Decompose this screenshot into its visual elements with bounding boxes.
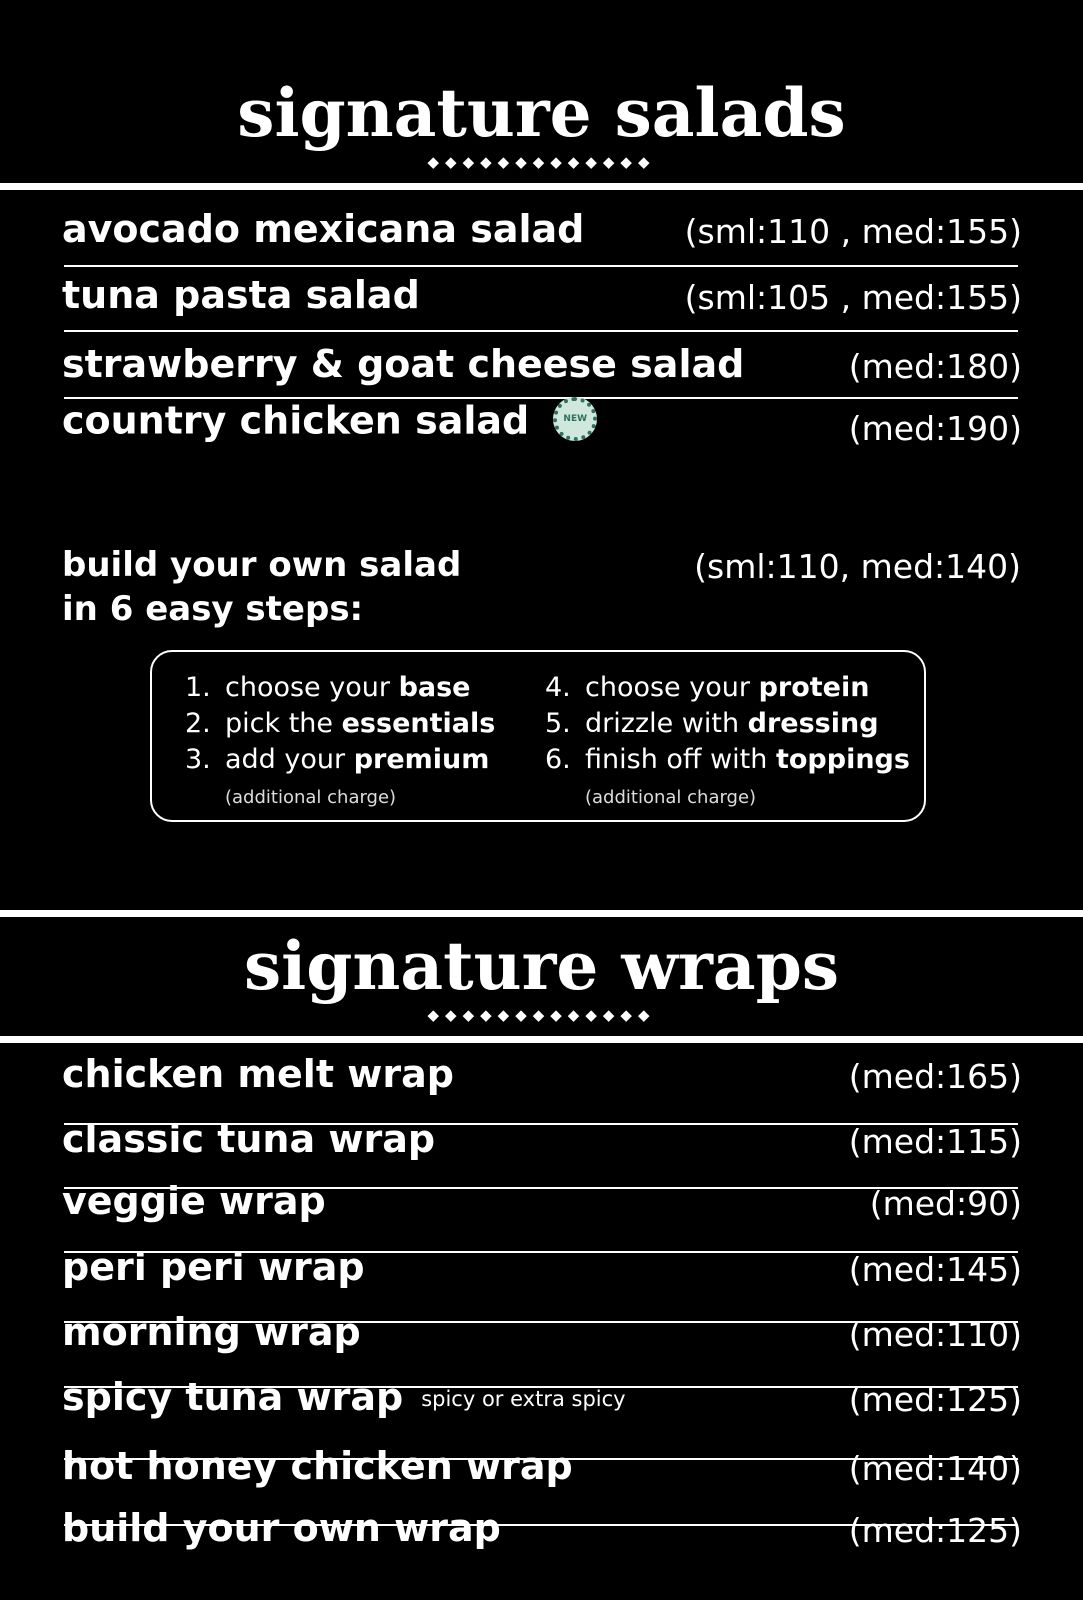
wrap-row-morning — [62, 1303, 1022, 1363]
wraps-title: signature wraps — [244, 927, 839, 1005]
step-6: 6. finish off with toppings — [545, 744, 910, 775]
item-name: build your own wrap — [62, 1506, 501, 1550]
salad-row-tuna-pasta — [62, 266, 1022, 326]
item-name: hot honey chicken wrap — [62, 1444, 573, 1488]
step-3: 3. add your premium — [185, 744, 490, 775]
step-3-note: (additional charge) — [225, 787, 397, 808]
build-heading-line1: build your own salad — [62, 545, 462, 585]
salad-row-country-chicken — [62, 397, 1022, 457]
build-heading-line2: in 6 easy steps: — [62, 589, 364, 629]
item-name: morning wrap — [62, 1310, 361, 1354]
wrap-row-hot-honey — [62, 1437, 1022, 1497]
new-badge-icon: NEW — [553, 397, 597, 441]
build-your-own-salad-price: (sml:110, med:140) — [694, 547, 1021, 586]
wrap-row-spicy-tuna — [62, 1368, 1022, 1428]
item-price: (med:125) — [848, 1511, 1022, 1550]
item-price: (sml:105 , med:155) — [684, 278, 1022, 317]
item-price: (med:180) — [848, 347, 1022, 386]
salad-steps-box — [150, 650, 926, 822]
item-price: (sml:110 , med:155) — [684, 212, 1022, 251]
item-price: (med:125) — [848, 1380, 1022, 1419]
item-price: (med:145) — [848, 1250, 1022, 1289]
steps-right-column — [545, 670, 910, 818]
wrap-row-peri-peri — [62, 1238, 1022, 1298]
step-6-note: (additional charge) — [585, 787, 757, 808]
wraps-divider-dots: ◆◆◆◆◆◆◆◆◆◆◆◆◆ — [427, 1006, 656, 1024]
wrap-row-build-your-own — [62, 1499, 1022, 1559]
steps-left-column — [185, 670, 495, 818]
step-1: 1. choose your base — [185, 672, 471, 703]
wraps-header-rule — [0, 1036, 1083, 1043]
item-price: (med:190) — [848, 409, 1022, 448]
step-4: 4. choose your protein — [545, 672, 870, 703]
item-name: classic tuna wrap — [62, 1117, 436, 1161]
salad-row-avocado — [62, 200, 1022, 260]
item-name: spicy tuna wrap spicy or extra spicy — [62, 1375, 626, 1419]
item-name: chicken melt wrap — [62, 1052, 454, 1096]
step-2: 2. pick the essentials — [185, 708, 496, 739]
salads-title: signature salads — [237, 74, 846, 152]
item-price: (med:140) — [848, 1449, 1022, 1488]
item-price: (med:90) — [869, 1184, 1022, 1223]
step-5: 5. drizzle with dressing — [545, 708, 879, 739]
item-name: country chicken salad NEW — [62, 401, 597, 445]
item-name: peri peri wrap — [62, 1245, 365, 1289]
salad-row-strawberry — [62, 335, 1022, 395]
item-note: spicy or extra spicy — [421, 1387, 626, 1411]
wrap-row-chicken-melt — [62, 1045, 1022, 1105]
item-name: avocado mexicana salad — [62, 207, 585, 251]
item-price: (med:165) — [848, 1057, 1022, 1096]
item-name: veggie wrap — [62, 1179, 326, 1223]
wraps-top-rule — [0, 910, 1083, 917]
salads-header-rule — [0, 183, 1083, 190]
item-name: strawberry & goat cheese salad — [62, 342, 745, 386]
item-price: (med:115) — [848, 1122, 1022, 1161]
wrap-row-veggie — [62, 1172, 1022, 1232]
wrap-row-classic-tuna — [62, 1110, 1022, 1170]
item-name: tuna pasta salad — [62, 273, 420, 317]
row-divider — [64, 330, 1018, 332]
item-price: (med:110) — [848, 1315, 1022, 1354]
salads-divider-dots: ◆◆◆◆◆◆◆◆◆◆◆◆◆ — [427, 153, 656, 171]
build-your-own-salad-heading — [62, 543, 461, 631]
